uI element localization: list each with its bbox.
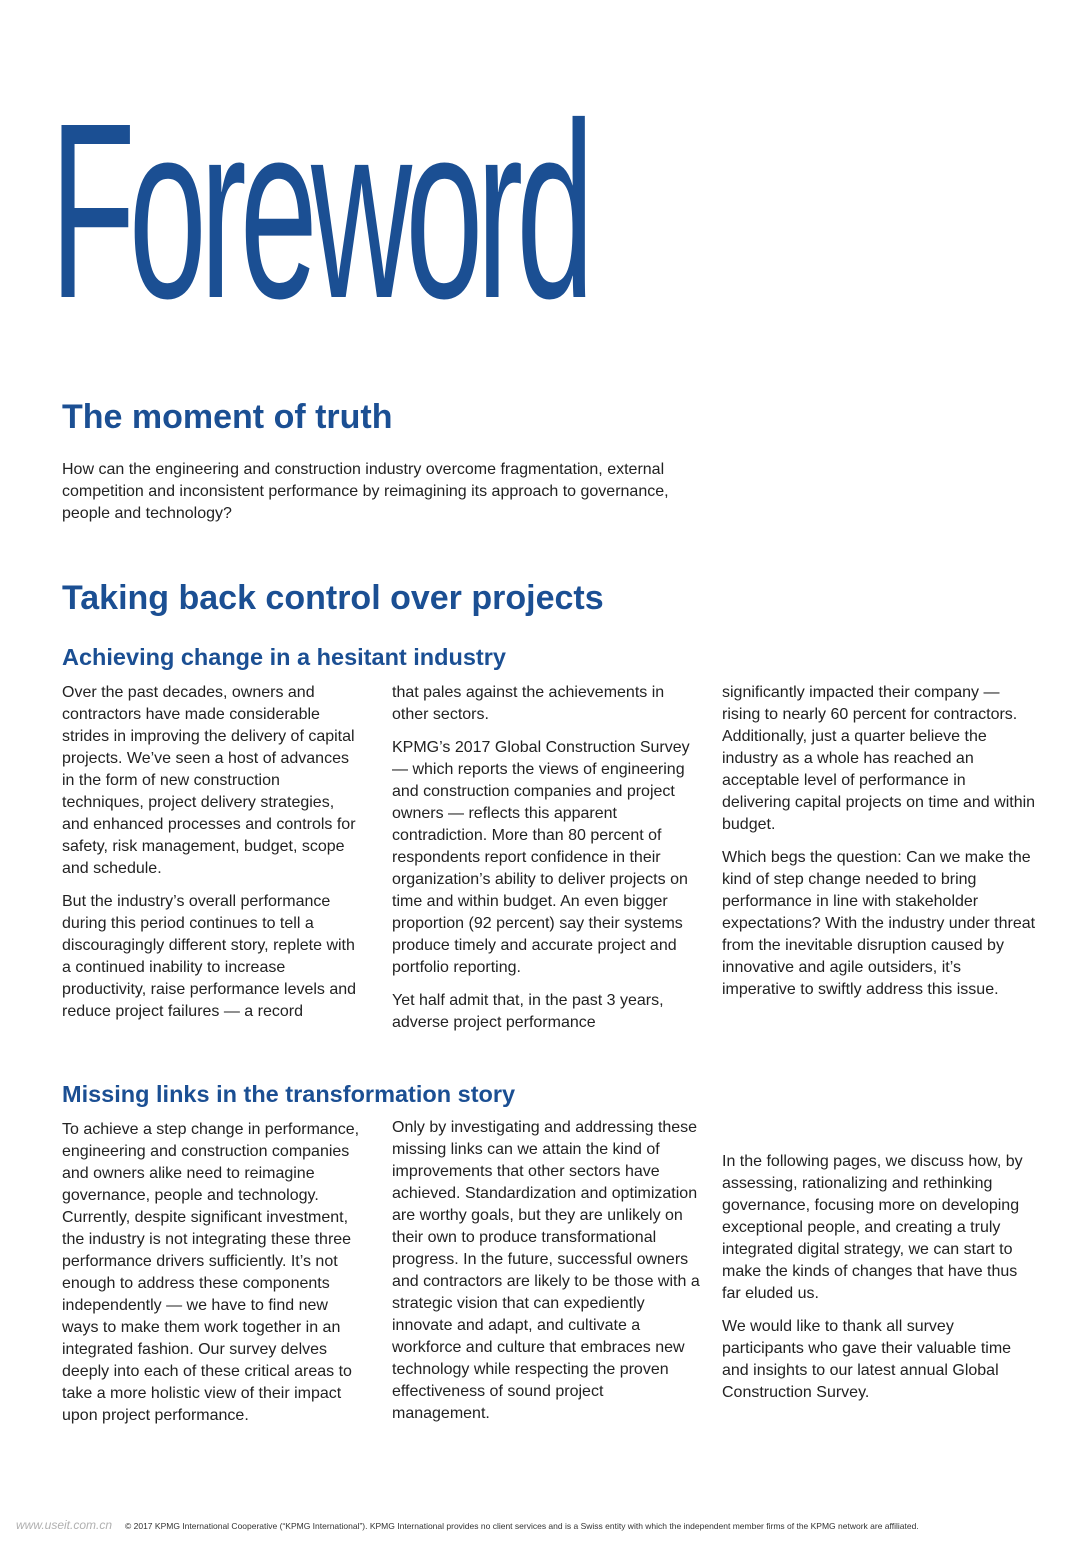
watermark: www.useit.com.cn — [16, 1518, 113, 1532]
page-title: Foreword — [50, 71, 588, 350]
paragraph: In the following pages, we discuss how, by assessing, rationalizing and rethinking governance, focusing more on developing exceptional people, and creating a truly integrated digital strategy, we can start to make the kinds of changes that have thus far eluded us. — [722, 1153, 1023, 1302]
paragraph: But the industry’s overall performance during this period continues to tell a discouragingly different story, replete with a continued inability to increase productivity, raise performance levels and reduce project failures — a record — [62, 893, 357, 1020]
section-heading-moment-of-truth: The moment of truth — [62, 398, 393, 436]
missing-links-column-3 — [722, 1151, 1032, 1415]
achieving-change-column-1 — [62, 682, 362, 1034]
subheading-achieving-change: Achieving change in a hesitant industry — [62, 644, 506, 670]
missing-links-column-1 — [62, 1119, 367, 1438]
section-heading-taking-back-control: Taking back control over projects — [62, 579, 604, 617]
paragraph: Yet half admit that, in the past 3 years, adverse project performance — [392, 992, 664, 1031]
paragraph: that pales against the achievements in other sectors. — [392, 684, 665, 723]
paragraph: KPMG’s 2017 Global Construction Survey — which reports the views of engineering and construction companies and project owners — reflects this apparent contradiction. More than 80 percent of respondents report confidence in their organization’s ability to deliver projects on time and within budget. An even bigger proportion (92 percent) say their systems produce timely and accurate project and portfolio reporting. — [392, 739, 690, 976]
paragraph: To achieve a step change in performance, engineering and construction companies and owners alike need to reimagine governance, people and technology. Currently, despite significant investment, the industry is not integrating these three performance drivers sufficiently. It’s not enough to address these components independently — we have to find new ways to make them work together in an integrated fashion. Our survey delves deeply into each of these critical areas to take a more holistic view of their impact upon project performance. — [62, 1121, 360, 1424]
missing-links-column-2 — [392, 1117, 702, 1436]
paragraph: Over the past decades, owners and contractors have made considerable strides in improving the delivery of capital projects. We’ve seen a host of advances in the form of new construction techniques, project delivery strategies, and enhanced processes and controls for safety, risk management, budget, scope and schedule. — [62, 684, 356, 877]
copyright-footer: © 2017 KPMG International Cooperative (“KPMG International”). KPMG International provides no client services and is a Swiss entity with which the independent member firms of the KPMG network are affiliated. — [125, 1521, 919, 1531]
intro-paragraph: How can the engineering and construction industry overcome fragmentation, external competition and inconsistent performance by reimagining its approach to governance, people and technology? — [62, 461, 669, 522]
paragraph: significantly impacted their company — rising to nearly 60 percent for contractors. Additionally, just a quarter believe the industry as a whole has reached an acceptable level of performance in delivering capital projects on time and within budget. — [722, 684, 1036, 833]
achieving-change-column-2 — [392, 682, 692, 1045]
paragraph: Only by investigating and addressing these missing links can we attain the kind of improvements that other sectors have achieved. Standardization and optimization are worthy goals, but they are unlikely on their own to produce transformational progress. In the future, successful owners and contractors are likely to be those with a strategic vision that can expediently innovate and adapt, and cultivate a workforce and culture that embraces new technology while respecting the proven effectiveness of sound project management. — [392, 1119, 700, 1422]
paragraph: We would like to thank all survey participants who gave their valuable time and insights to our latest annual Global Construction Survey. — [722, 1318, 1012, 1401]
paragraph: Which begs the question: Can we make the kind of step change needed to bring performance in line with stakeholder expectations? With the industry under threat from the inevitable disruption caused by innovative and agile outsiders, it’s imperative to swiftly address this issue. — [722, 849, 1036, 998]
subheading-missing-links: Missing links in the transformation story — [62, 1081, 516, 1107]
achieving-change-column-3 — [722, 682, 1037, 1012]
